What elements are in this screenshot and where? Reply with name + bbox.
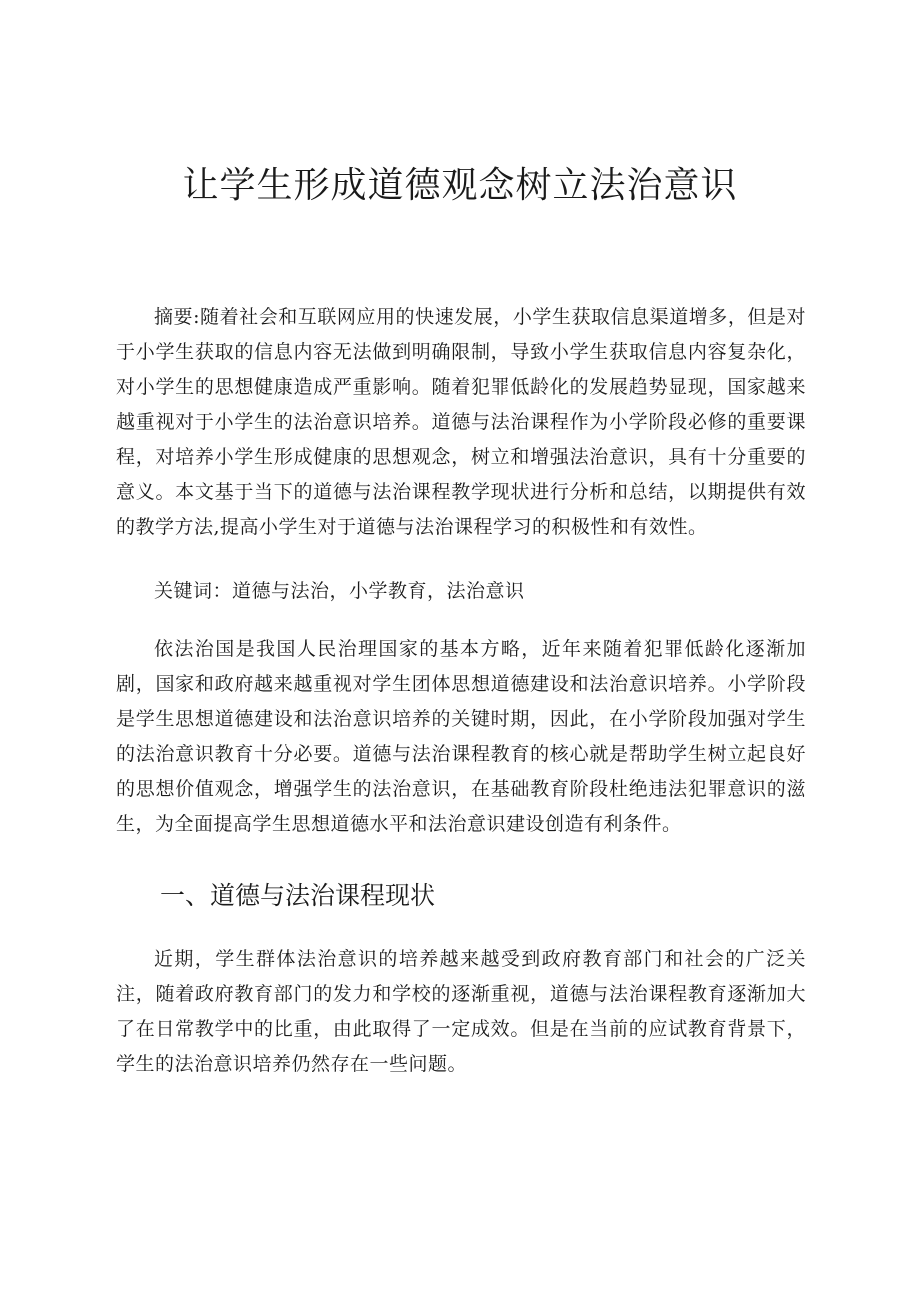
abstract-label: 摘要: <box>154 306 200 328</box>
keywords-label: 关键词： <box>154 580 233 602</box>
intro-paragraph: 依法治国是我国人民治理国家的基本方略，近年来随着犯罪低龄化逐渐加剧，国家和政府越来越重视对学生团体思想道德建设和法治意识培养。小学阶段是学生思想道德建设和法治意识培养的关键时期，因此，在小学阶段加强对学生的法治意识教育十分必要。道德与法治课程教育的核心就是帮助学生树立起良好的思想价值观念，增强学生的法治意识，在基础教育阶段杜绝违法犯罪意识的滋生，为全面提高学生思想道德水平和法治意识建设创造有利条件。 <box>116 638 806 835</box>
section-1-heading <box>160 876 435 916</box>
abstract-paragraph <box>116 300 806 545</box>
abstract-text: 随着社会和互联网应用的快速发展，小学生获取信息渠道增多，但是对于小学生获取的信息内容无法做到明确限制，导致小学生获取信息内容复杂化，对小学生的思想健康造成严重影响。随着犯罪低龄化的发展趋势显现，国家越来越重视对于小学生的法治意识培养。道德与法治课程作为小学阶段必修的重要课程，对培养小学生形成健康的思想观念，树立和增强法治意识，具有十分重要的意义。本文基于当下的道德与法治课程教学现状进行分析和总结，以期提供有效的教学方法,提高小学生对于道德与法治课程学习的积极性和有效性。 <box>116 306 806 538</box>
section-1-title: 道德与法治课程现状 <box>210 881 436 910</box>
keywords-paragraph <box>116 574 806 609</box>
keywords-text: 道德与法治，小学教育，法治意识 <box>232 580 525 602</box>
section-1-number: 一、 <box>160 881 211 910</box>
document-title: 让学生形成道德观念树立法治意识 <box>182 165 738 206</box>
section-1-paragraph: 近期，学生群体法治意识的培养越来越受到政府教育部门和社会的广泛关注，随着政府教育部门的发力和学校的逐渐重视，道德与法治课程教育逐渐加大了在日常教学中的比重，由此取得了一定成效。但是在当前的应试教育背景下，学生的法治意识培养仍然存在一些问题。 <box>116 948 806 1075</box>
